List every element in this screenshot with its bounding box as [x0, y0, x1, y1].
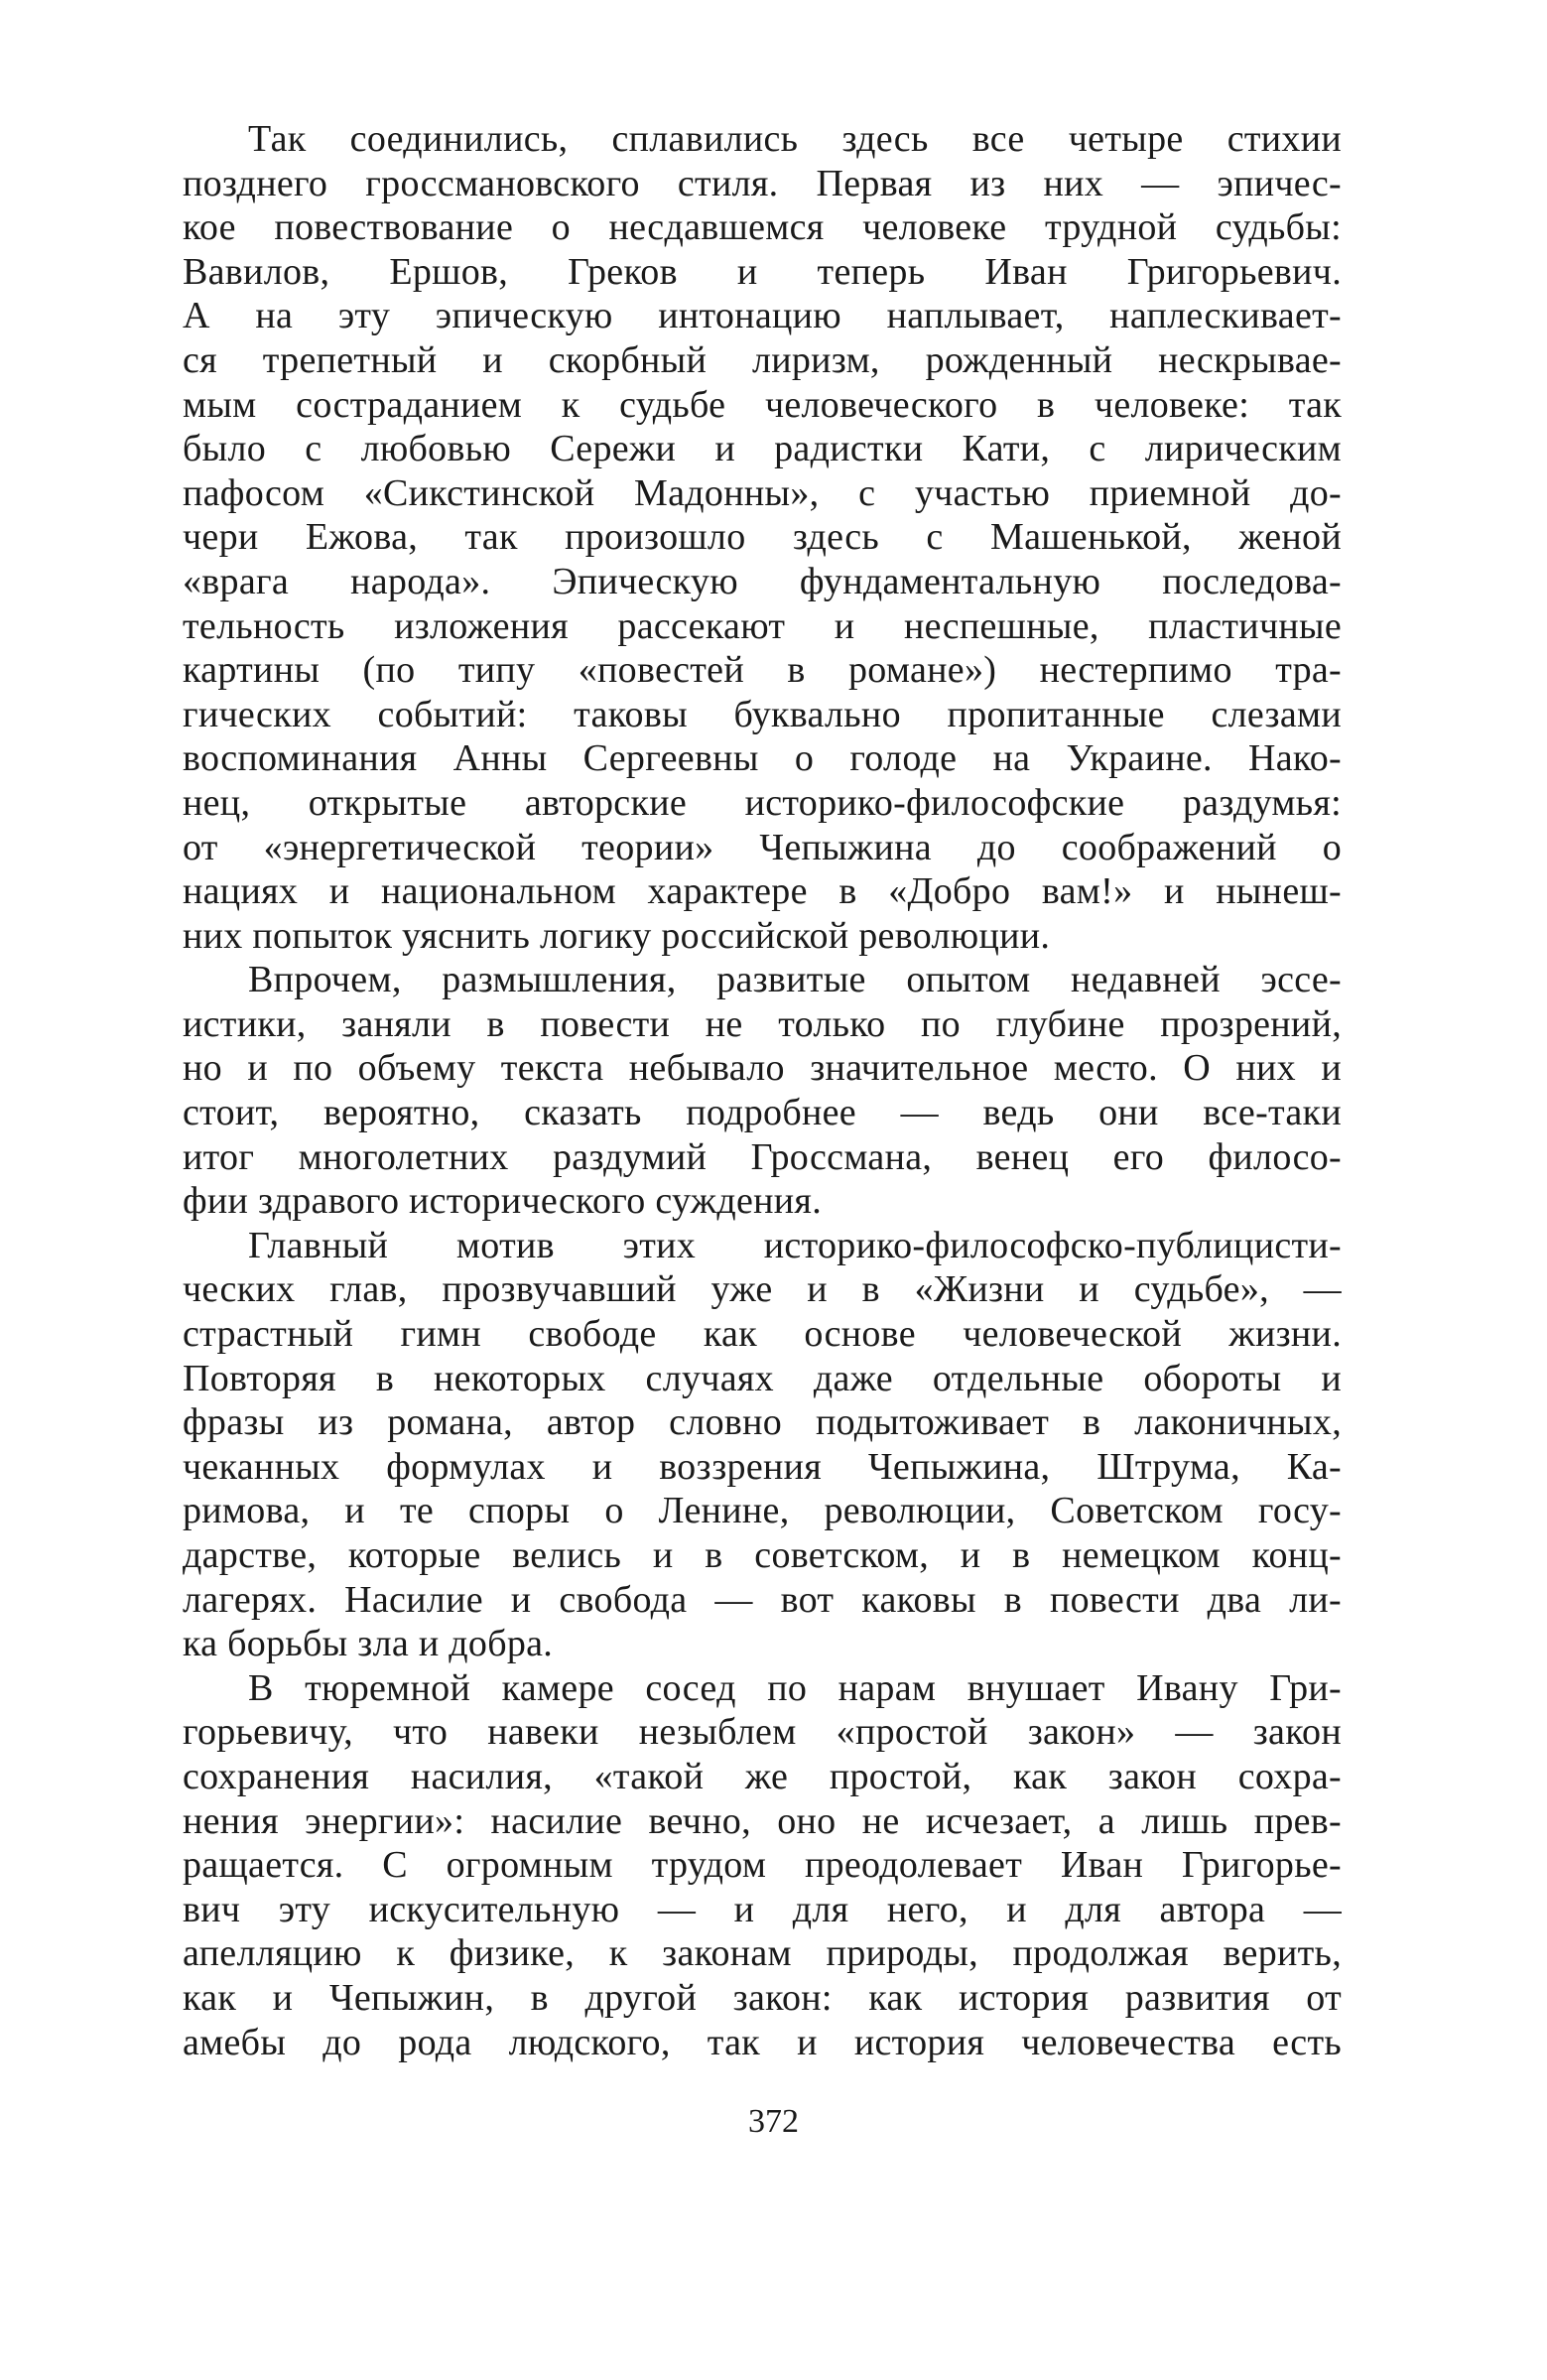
text-line: фразы из романа, автор словно подытоживает в лаконичных,	[183, 1401, 1342, 1444]
text-line: нациях и национальном характере в «Добро вам!» и нынеш-	[183, 870, 1342, 913]
text-line: ращается. С огромным трудом преодолевает Иван Григорье-	[183, 1844, 1342, 1887]
text-line: гических событий: таковы буквально пропитанные слезами	[183, 693, 1342, 735]
text-line: фии здравого исторического суждения.	[183, 1180, 823, 1223]
text-line: ка борьбы зла и добра.	[183, 1623, 554, 1665]
body-text	[183, 117, 1342, 2064]
text-line: тельность изложения рассекают и неспешные, пластичные	[183, 604, 1342, 647]
text-line: воспоминания Анны Сергеевны о голоде на Украине. Нако-	[183, 737, 1342, 780]
text-line: лагерях. Насилие и свобода — вот каковы в повести два ли-	[183, 1578, 1342, 1621]
text-line: вич эту искусительную — и для него, и для автора —	[183, 1888, 1342, 1930]
text-line: сохранения насилия, «такой же простой, как закон сохра-	[183, 1755, 1342, 1797]
text-line: В тюремной камере сосед по нарам внушает Ивану Гри-	[248, 1666, 1342, 1709]
text-line: римова, и те споры о Ленине, революции, Советском госу-	[183, 1490, 1342, 1532]
text-line: было с любовью Сережи и радистки Кати, с лирическим	[183, 428, 1342, 470]
text-line: Главный мотив этих историко-философско-публицисти-	[248, 1224, 1342, 1266]
text-line: пафосом «Сикстинской Мадонны», с участью приемной до-	[183, 471, 1342, 514]
text-line: них попыток уяснить логику российской революции.	[183, 914, 1051, 957]
text-line: Вавилов, Ершов, Греков и теперь Иван Григорьевич.	[183, 250, 1342, 293]
text-line: апелляцию к физике, к законам природы, продолжая верить,	[183, 1932, 1342, 1975]
text-line: страстный гимн свободе как основе человеческой жизни.	[183, 1313, 1342, 1356]
text-line: амебы до рода людского, так и история человечества есть	[183, 2021, 1342, 2063]
text-line: чери Ежова, так произошло здесь с Машенькой, женой	[183, 516, 1342, 559]
text-line: нец, открытые авторские историко-философские раздумья:	[183, 781, 1342, 824]
text-line: «врага народа». Эпическую фундаментальную последова-	[183, 560, 1342, 602]
page-number: 372	[748, 2103, 799, 2140]
text-line: мым состраданием к судьбе человеческого в человеке: так	[183, 383, 1342, 426]
text-line: Впрочем, размышления, развитые опытом недавней эссе-	[248, 959, 1342, 1001]
text-line: Так соединились, сплавились здесь все четыре стихии	[248, 118, 1342, 160]
text-line: позднего гроссмановского стиля. Первая из них — эпичес-	[183, 162, 1342, 204]
text-line: как и Чепыжин, в другой закон: как история развития от	[183, 1976, 1342, 2019]
text-line: ческих глав, прозвучавший уже и в «Жизни и судьбе», —	[183, 1268, 1342, 1311]
text-line: горьевичу, что навеки незыблем «простой закон» — закон	[183, 1711, 1342, 1754]
text-line: стоит, вероятно, сказать подробнее — ведь они все-таки	[183, 1092, 1342, 1134]
text-line: Повторяя в некоторых случаях даже отдельные обороты и	[183, 1357, 1342, 1399]
text-line: кое повествование о несдавшемся человеке трудной судьбы:	[183, 206, 1342, 249]
text-line: картины (по типу «повестей в романе») нестерпимо тра-	[183, 649, 1342, 692]
text-line: А на эту эпическую интонацию наплывает, наплескивает-	[183, 295, 1342, 337]
text-line: чеканных формулах и воззрения Чепыжина, Штрума, Ка-	[183, 1445, 1342, 1488]
text-line: итог многолетних раздумий Гроссмана, венец его филосо-	[183, 1135, 1342, 1178]
text-line: истики, заняли в повести не только по глубине прозрений,	[183, 1002, 1342, 1045]
text-line: нения энергии»: насилие вечно, оно не исчезает, а лишь прев-	[183, 1799, 1342, 1842]
text-line: от «энергетической теории» Чепыжина до соображений о	[183, 826, 1342, 868]
text-line: ся трепетный и скорбный лиризм, рожденный нескрывае-	[183, 338, 1342, 381]
text-line: дарстве, которые велись и в советском, и в немецком конц-	[183, 1534, 1342, 1576]
text-line: но и по объему текста небывало значительное место. О них и	[183, 1047, 1342, 1090]
